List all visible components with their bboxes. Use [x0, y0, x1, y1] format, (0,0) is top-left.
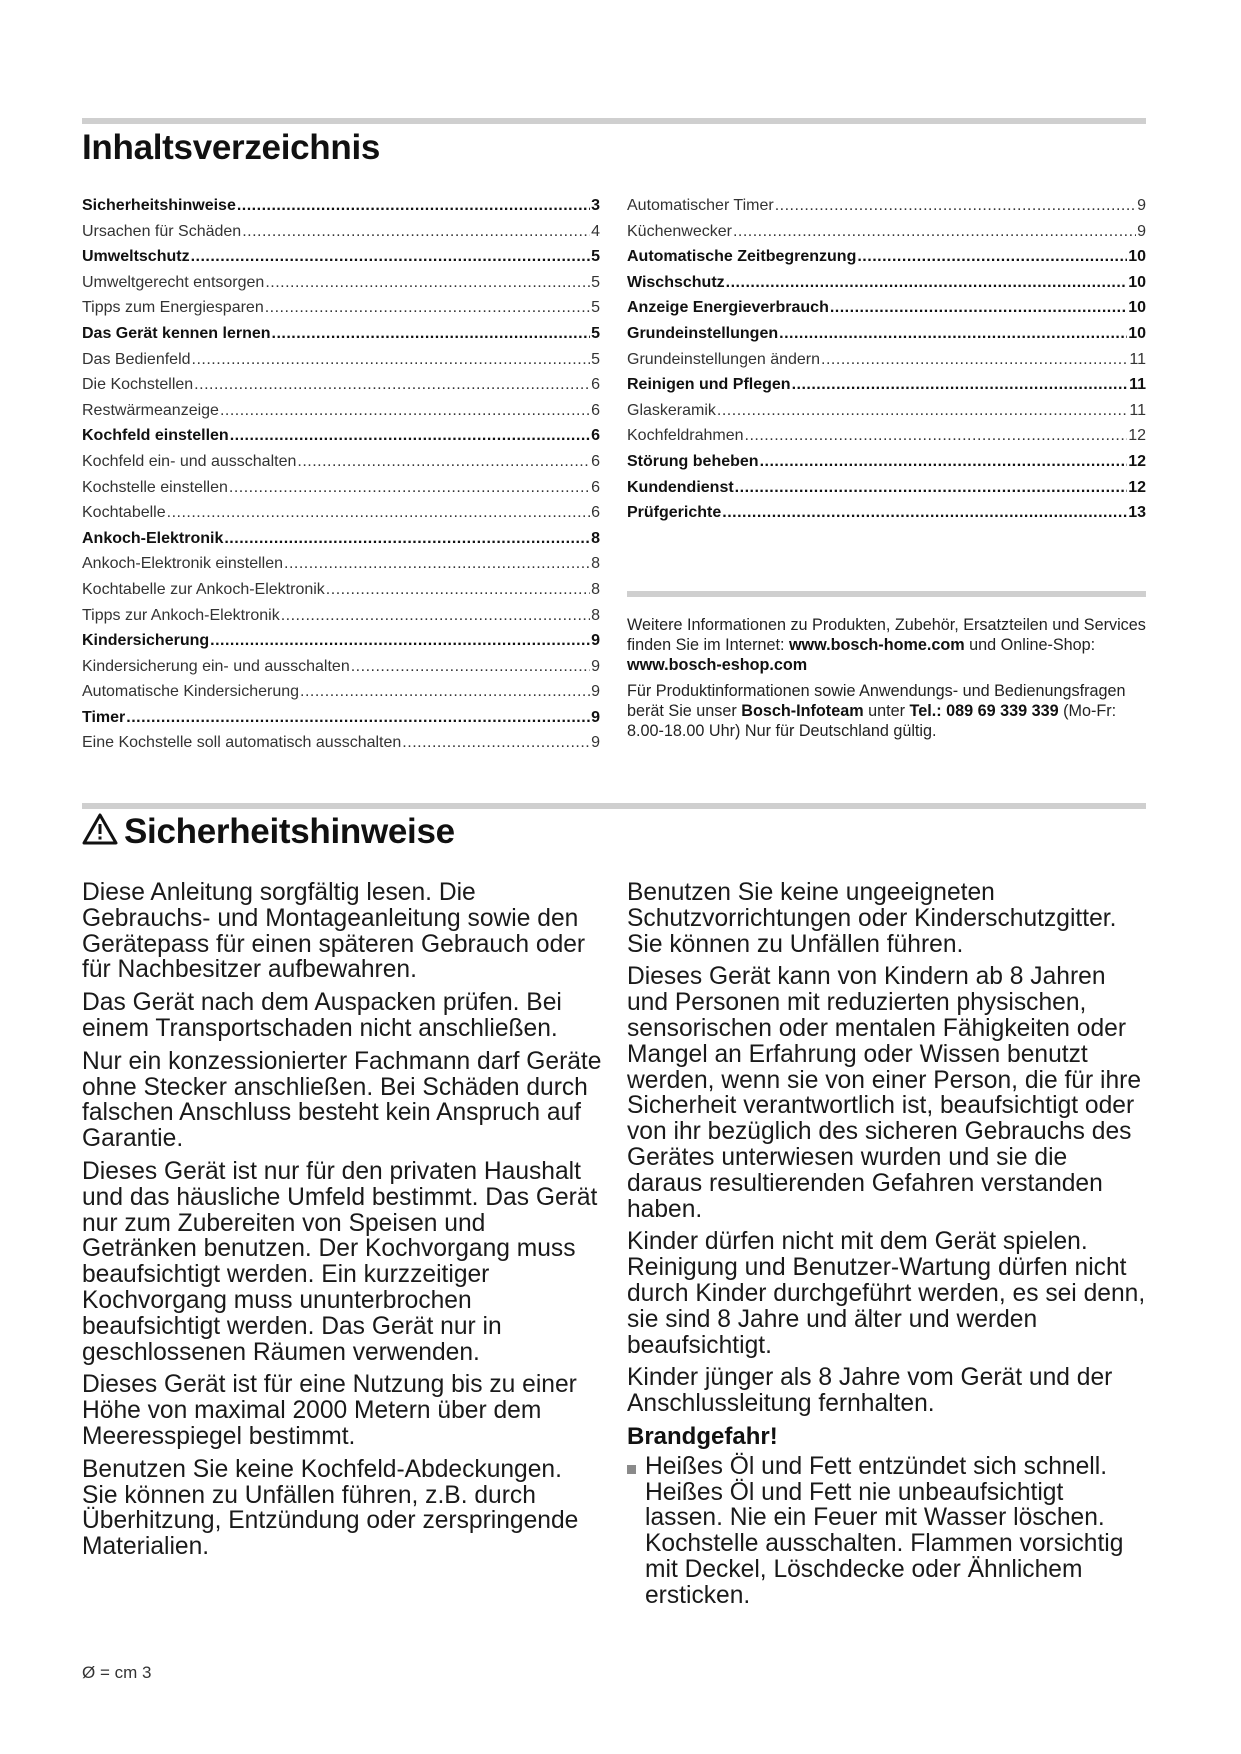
- toc-entry-page: 9: [1137, 222, 1146, 240]
- toc-entry[interactable]: [82, 193, 600, 219]
- safety-divider: [82, 803, 1146, 809]
- toc-entry[interactable]: [82, 628, 600, 654]
- info-box: [627, 615, 1152, 747]
- toc-entry-page: 6: [591, 401, 600, 419]
- toc-heading: Inhaltsverzeichnis: [82, 128, 381, 167]
- toc-entry-title: Grundeinstellungen: [627, 324, 779, 342]
- toc-entry-title: Umweltgerecht entsorgen: [82, 273, 265, 291]
- safety-paragraph: Kinder dürfen nicht mit dem Gerät spielen. Reinigung und Benutzer-Wartung dürfen nicht durch Kinder durchgeführt werden, es sei denn, sie sind 8 Jahre und älter und werden beaufsichtigt.: [627, 1228, 1146, 1359]
- toc-entry-title: Restwärmeanzeige: [82, 401, 219, 419]
- safety-paragraph: Benutzen Sie keine Kochfeld-Abdeckungen. Sie können zu Unfällen führen, z.B. durch Überhitzung, Entzündung oder zerspringende Materialien.: [82, 1455, 579, 1561]
- toc-dot-leader: [830, 295, 1127, 321]
- toc-entry[interactable]: [82, 423, 600, 449]
- toc-entry-page: 6: [591, 452, 600, 470]
- toc-entry[interactable]: [627, 398, 1146, 424]
- toc-entry-title: Die Kochstellen: [82, 376, 194, 394]
- toc-entry-page: 8: [591, 580, 600, 598]
- toc-entry-title: Küchenwecker: [627, 222, 732, 240]
- toc-entry-page: 10: [1128, 299, 1146, 317]
- top-divider: [82, 118, 1146, 124]
- toc-entry-title: Ursachen für Schäden: [82, 222, 242, 240]
- toc-dot-leader: [326, 577, 590, 603]
- toc-entry-page: 11: [1129, 376, 1146, 394]
- bosch-home-link[interactable]: www.bosch-home.com: [788, 636, 965, 654]
- toc-entry[interactable]: [82, 500, 600, 526]
- toc-dot-leader: [230, 423, 590, 449]
- toc-entry-title: Kochstelle einstellen: [82, 478, 228, 496]
- page-footer: Ø = cm 3: [82, 1663, 152, 1682]
- toc-entry[interactable]: [82, 270, 600, 296]
- toc-entry[interactable]: [627, 193, 1146, 219]
- toc-dot-leader: [220, 398, 590, 424]
- toc-entry[interactable]: [82, 730, 600, 756]
- toc-entry[interactable]: [627, 270, 1146, 296]
- warning-triangle-icon: [82, 812, 118, 846]
- toc-entry-page: 5: [591, 324, 600, 342]
- toc-entry-title: Kochfeld ein- und ausschalten: [82, 452, 297, 470]
- toc-entry[interactable]: [627, 295, 1146, 321]
- toc-entry-title: Kundendienst: [627, 478, 734, 496]
- toc-dot-leader: [717, 398, 1128, 424]
- toc-entry[interactable]: [82, 603, 600, 629]
- toc-entry-title: Das Bedienfeld: [82, 350, 191, 368]
- toc-entry-page: 10: [1128, 248, 1146, 266]
- safety-left-column: [82, 880, 602, 1567]
- toc-dot-leader: [351, 654, 590, 680]
- toc-entry-title: Ankoch-Elektronik: [82, 529, 224, 547]
- toc-entry[interactable]: [82, 475, 600, 501]
- toc-entry[interactable]: [627, 423, 1146, 449]
- toc-dot-leader: [192, 347, 591, 373]
- toc-dot-leader: [722, 500, 1127, 526]
- toc-entry-page: 4: [591, 222, 600, 240]
- toc-entry-title: Das Gerät kennen lernen: [82, 324, 271, 342]
- toc-dot-leader: [167, 500, 590, 526]
- toc-entry[interactable]: [82, 577, 600, 603]
- toc-entry-title: Kochtabelle zur Ankoch-Elektronik: [82, 580, 325, 598]
- toc-dot-leader: [229, 475, 590, 501]
- toc-dot-leader: [745, 423, 1128, 449]
- toc-dot-leader: [775, 193, 1136, 219]
- toc-entry[interactable]: [82, 398, 600, 424]
- toc-entry[interactable]: [82, 551, 600, 577]
- toc-entry[interactable]: [82, 372, 600, 398]
- toc-entry-title: Störung beheben: [627, 452, 759, 470]
- toc-entry[interactable]: [82, 449, 600, 475]
- bosch-eshop-link[interactable]: www.bosch-eshop.com: [627, 656, 808, 674]
- toc-entry-page: 8: [591, 555, 600, 573]
- toc-entry-title: Kochfeld einstellen: [82, 427, 229, 445]
- info-contact-paragraph: Für Produktinformationen sowie Anwendungs- und Bedienungsfragen berät Sie unser Bosch-Infoteam unter Tel.: 089 69 339 339 (Mo-Fr: 8.00-18.00 Uhr) Nur für Deutschland gültig.: [627, 682, 1126, 740]
- toc-entry[interactable]: [627, 219, 1146, 245]
- toc-dot-leader: [297, 449, 590, 475]
- toc-entry-page: 9: [591, 632, 600, 650]
- toc-entry-title: Automatischer Timer: [627, 197, 774, 214]
- toc-entry-page: 13: [1128, 504, 1146, 522]
- toc-entry-title: Kochtabelle: [82, 504, 166, 522]
- toc-entry-page: 9: [591, 708, 600, 726]
- toc-dot-leader: [857, 244, 1127, 270]
- toc-dot-leader: [194, 372, 590, 398]
- fire-hazard-subheading: Brandgefahr!: [627, 1422, 778, 1450]
- toc-right-column: [627, 193, 1146, 526]
- phone-number: Tel.: 089 69 339 339: [909, 702, 1059, 720]
- toc-entry-page: 9: [591, 683, 600, 701]
- toc-entry-title: Tipps zum Energiesparen: [82, 299, 264, 317]
- safety-paragraph: Das Gerät nach dem Auspacken prüfen. Bei einem Transportschaden nicht anschließen.: [82, 989, 562, 1042]
- toc-entry-page: 9: [1137, 197, 1146, 214]
- toc-dot-leader: [191, 244, 591, 270]
- toc-entry-title: Grundeinstellungen ändern: [627, 350, 821, 368]
- toc-entry-title: Tipps zur Ankoch-Elektronik: [82, 606, 280, 624]
- infoteam-name: Bosch-Infoteam: [741, 702, 864, 720]
- toc-entry-page: 10: [1128, 273, 1146, 291]
- toc-entry-title: Wischschutz: [627, 273, 725, 291]
- toc-entry-page: 8: [591, 606, 600, 624]
- fire-hazard-bullet: [627, 1454, 1147, 1609]
- toc-entry-page: 5: [591, 350, 600, 368]
- toc-dot-leader: [224, 526, 590, 552]
- toc-dot-leader: [272, 321, 591, 347]
- safety-paragraph: Diese Anleitung sorgfältig lesen. Die Gebrauchs- und Montageanleitung sowie den Gerätepass für einen späteren Gebrauch oder für Nachbesitzer aufbewahren.: [82, 879, 586, 984]
- toc-entry[interactable]: [82, 244, 600, 270]
- toc-entry[interactable]: [82, 219, 600, 245]
- toc-entry[interactable]: [82, 321, 600, 347]
- toc-entry-title: Timer: [82, 708, 126, 726]
- toc-dot-leader: [242, 219, 590, 245]
- toc-entry[interactable]: [82, 347, 600, 373]
- safety-paragraph: Benutzen Sie keine ungeeigneten Schutzvorrichtungen oder Kinderschutzgitter. Sie können zu Unfällen führen.: [627, 879, 1117, 958]
- toc-entry-page: 11: [1129, 401, 1146, 419]
- toc-dot-leader: [760, 449, 1128, 475]
- toc-entry[interactable]: [627, 372, 1146, 398]
- toc-entry[interactable]: [82, 654, 600, 680]
- toc-entry[interactable]: [627, 321, 1146, 347]
- toc-entry[interactable]: [627, 475, 1146, 501]
- toc-dot-leader: [735, 475, 1128, 501]
- toc-dot-leader: [210, 628, 590, 654]
- toc-entry-title: Prüfgerichte: [627, 504, 722, 522]
- toc-entry-page: 10: [1128, 324, 1146, 342]
- toc-entry-page: 8: [591, 529, 600, 547]
- toc-dot-leader: [237, 193, 590, 219]
- toc-entry-page: 12: [1128, 427, 1146, 445]
- toc-dot-leader: [779, 321, 1127, 347]
- toc-dot-leader: [300, 679, 590, 705]
- safety-right-column: [627, 880, 1147, 1609]
- toc-entry-page: 6: [591, 478, 600, 496]
- toc-entry[interactable]: [82, 295, 600, 321]
- toc-entry-title: Kindersicherung ein- und ausschalten: [82, 657, 350, 675]
- toc-dot-leader: [265, 270, 590, 296]
- toc-dot-leader: [126, 705, 590, 731]
- toc-entry[interactable]: [627, 500, 1146, 526]
- safety-paragraph: Nur ein konzessionierter Fachmann darf Geräte ohne Stecker anschließen. Bei Schäden durch falschen Anschluss besteht kein Anspruch auf Garantie.: [82, 1047, 602, 1153]
- toc-entry-page: 3: [591, 197, 600, 214]
- toc-dot-leader: [733, 219, 1136, 245]
- toc-entry-title: Eine Kochstelle soll automatisch ausschalten: [82, 734, 402, 752]
- safety-paragraph: Kinder jünger als 8 Jahre vom Gerät und der Anschlussleitung fernhalten.: [627, 1364, 1113, 1418]
- toc-dot-leader: [726, 270, 1128, 296]
- toc-entry[interactable]: [627, 347, 1146, 373]
- toc-entry-page: 9: [591, 734, 600, 752]
- toc-entry-page: 6: [591, 376, 600, 394]
- safety-paragraph: Dieses Gerät kann von Kindern ab 8 Jahren und Personen mit reduzierten physischen, sensorischen oder mentalen Fähigkeiten oder Mangel an Erfahrung oder Wissen benutzt werden, wenn sie von einer Person, die für ihre Sicherheit verantwortlich ist, beaufsichtigt oder von ihr bezüglich des sicheren Gebrauchs des Gerätes unterwiesen wurden und sie die daraus resultierenden Gefahren verstanden haben.: [627, 963, 1142, 1223]
- toc-entry-page: 6: [591, 504, 600, 522]
- toc-entry-page: 6: [591, 427, 600, 445]
- toc-entry-title: Sicherheitshinweise: [82, 197, 236, 214]
- toc-entry[interactable]: [627, 449, 1146, 475]
- toc-entry-title: Ankoch-Elektronik einstellen: [82, 555, 283, 573]
- toc-entry-title: Anzeige Energieverbrauch: [627, 299, 829, 317]
- safety-paragraph: Dieses Gerät ist für eine Nutzung bis zu einer Höhe von maximal 2000 Metern über dem Meeresspiegel bestimmt.: [82, 1371, 577, 1450]
- toc-entry-page: 5: [591, 273, 600, 291]
- toc-entry-title: Umweltschutz: [82, 248, 190, 266]
- toc-entry-page: 5: [591, 248, 600, 266]
- toc-dot-leader: [284, 551, 590, 577]
- toc-entry-title: Kochfeldrahmen: [627, 427, 744, 445]
- toc-dot-leader: [402, 730, 590, 756]
- bullet-text: Heißes Öl und Fett entzündet sich schnell. Heißes Öl und Fett nie unbeaufsichtigt lassen. Nie ein Feuer mit Wasser löschen. Kochstelle ausschalten. Flammen vorsichtig mit Deckel, Löschdecke oder Ähnlichem ersticken.: [645, 1452, 1124, 1609]
- toc-dot-leader: [281, 603, 590, 629]
- toc-entry-title: Reinigen und Pflegen: [627, 376, 791, 394]
- bullet-square-icon: [627, 1454, 645, 1609]
- safety-heading: Sicherheitshinweise: [82, 812, 455, 852]
- toc-entry[interactable]: [82, 705, 600, 731]
- toc-entry-title: Kindersicherung: [82, 632, 210, 650]
- toc-entry[interactable]: [82, 526, 600, 552]
- toc-entry-title: Automatische Zeitbegrenzung: [627, 248, 857, 266]
- toc-dot-leader: [265, 295, 590, 321]
- info-web-paragraph: Weitere Informationen zu Produkten, Zubehör, Ersatzteilen und Services finden Sie im Internet: www.bosch-home.com und Online-Shop: www.bosch-eshop.com: [627, 616, 1146, 674]
- toc-left-column: [82, 193, 600, 756]
- toc-entry[interactable]: [627, 244, 1146, 270]
- toc-entry-page: 12: [1128, 478, 1146, 496]
- toc-entry-page: 11: [1129, 350, 1146, 368]
- toc-entry-page: 5: [591, 299, 600, 317]
- toc-dot-leader: [821, 347, 1128, 373]
- toc-entry-page: 12: [1128, 452, 1146, 470]
- info-divider: [627, 591, 1146, 597]
- toc-dot-leader: [792, 372, 1129, 398]
- toc-entry[interactable]: [82, 679, 600, 705]
- toc-entry-title: Glaskeramik: [627, 401, 716, 419]
- toc-entry-page: 9: [591, 657, 600, 675]
- toc-entry-title: Automatische Kindersicherung: [82, 683, 300, 701]
- safety-paragraph: Dieses Gerät ist nur für den privaten Haushalt und das häusliche Umfeld bestimmt. Das Gerät nur zum Zubereiten von Speisen und Getränken benutzen. Der Kochvorgang muss beaufsichtigt werden. Ein kurzzeitiger Kochvorgang muss ununterbrochen beaufsichtigt werden. Das Gerät nur in geschlossenen Räumen verwenden.: [82, 1157, 598, 1366]
